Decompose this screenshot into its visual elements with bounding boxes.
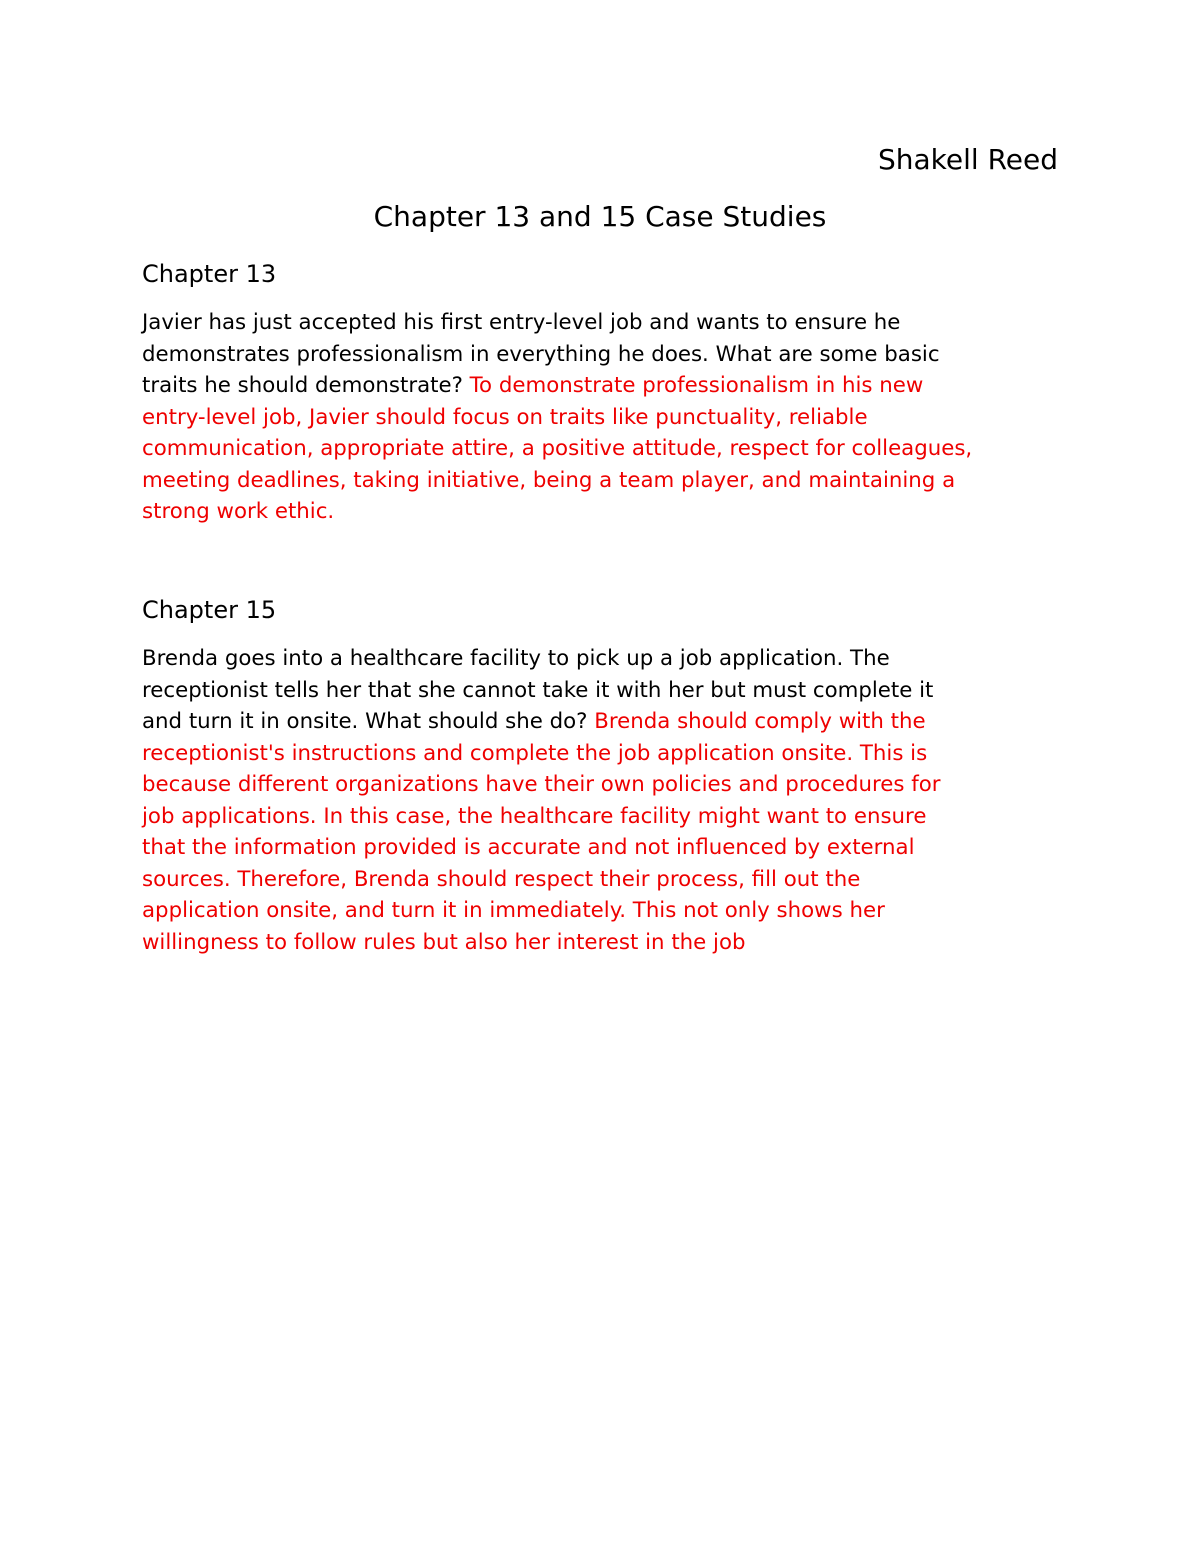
- answer-text: To demonstrate professionalism in his new entry-level job, Javier should focus on traits like punctuality, reliable communication, appropriate attire, a positive attitude, respect for colleagues, meeting deadlines, taking initiative, being a team player, and maintaining a strong work ethic.: [142, 373, 973, 524]
- author-name: Shakell Reed: [877, 143, 1058, 176]
- section-paragraph-chapter-15: [142, 643, 1072, 958]
- question-text: Javier has just accepted his first entry-level job and wants to ensure he demonstrates professionalism in everything he does. What are some basic traits he should demonstrate?: [142, 310, 940, 398]
- section-paragraph-chapter-13: [142, 307, 1072, 528]
- section-heading-chapter-15: Chapter 15: [142, 596, 277, 624]
- section-heading-chapter-13: Chapter 13: [142, 260, 277, 288]
- document-title: Chapter 13 and 15 Case Studies: [373, 200, 827, 233]
- answer-text: Brenda should comply with the receptionist's instructions and complete the job application onsite. This is because different organizations have their own policies and procedures for job applications. In this case, the healthcare facility might want to ensure that the information provided is accurate and not influenced by external sources. Therefore, Brenda should respect their process, fill out the application onsite, and turn it in immediately. This not only shows her willingness to follow rules but also her interest in the job: [142, 709, 941, 955]
- question-text: Brenda goes into a healthcare facility to pick up a job application. The receptionist tells her that she cannot take it with her but must complete it and turn it in onsite. What should she do?: [142, 646, 934, 734]
